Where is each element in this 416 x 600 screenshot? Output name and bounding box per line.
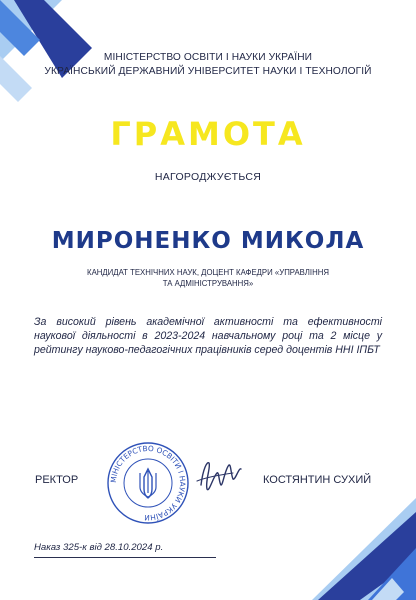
award-reason: За високий рівень академічної активності та ефективності наукової діяльності в 2023-2024 навчальному році та 2 місце у рейтингу науково-педагогічних працівників серед доцентів ННІ ІПБТ — [34, 316, 382, 356]
order-reference: Наказ 325-к від 28.10.2024 р. — [34, 542, 164, 553]
rector-label: РЕКТОР — [35, 474, 79, 486]
rector-signature — [193, 455, 249, 499]
ministry-line-2: УКРАЇНСЬКИЙ ДЕРЖАВНИЙ УНІВЕРСИТЕТ НАУКИ І ТЕХНОЛОГІЙ — [44, 66, 372, 77]
position-line-2: ТА АДМІНІСТРУВАННЯ» — [162, 278, 254, 288]
ministry-line-1: МІНІСТЕРСТВО ОСВІТИ І НАУКИ УКРАЇНИ — [103, 52, 313, 63]
official-seal — [106, 441, 190, 525]
awarded-label: НАГОРОДЖУЄТЬСЯ — [154, 171, 262, 183]
recipient-position — [70, 268, 346, 289]
recipient-name: МИРОНЕНКО МИКОЛА — [51, 228, 365, 254]
order-underline — [34, 557, 216, 558]
certificate-title: ГРАМОТА — [110, 115, 306, 153]
ministry-header — [0, 51, 416, 79]
rector-name: КОСТЯНТИН СУХИЙ — [263, 474, 372, 486]
position-line-1: КАНДИДАТ ТЕХНІЧНИХ НАУК, ДОЦЕНТ КАФЕДРИ «УПРАВЛІННЯ — [87, 268, 329, 277]
seal-ring-text: МІНІСТЕРСТВО ОСВІТИ І НАУКИ УКРАЇНИ — [108, 443, 188, 523]
